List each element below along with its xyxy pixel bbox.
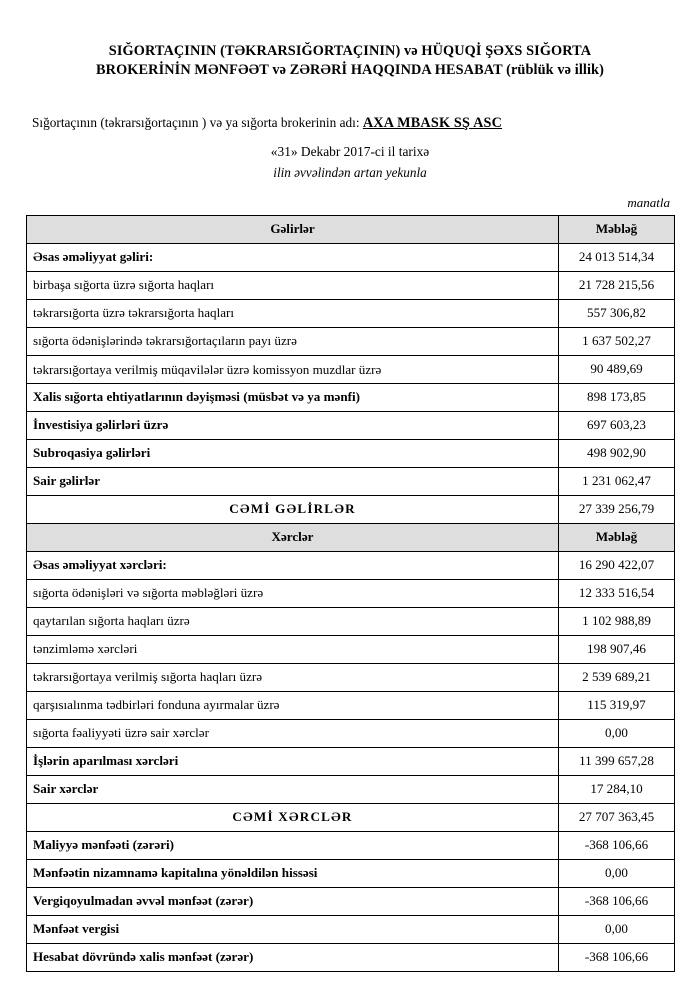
table-row [27, 775, 675, 803]
row-label: tənzimləmə xərcləri [27, 635, 559, 663]
table-header-row-income [27, 215, 675, 243]
table-row [27, 355, 675, 383]
row-label: Sair xərclər [27, 775, 559, 803]
row-amount: 557 306,82 [559, 299, 675, 327]
row-amount: 2 539 689,21 [559, 663, 675, 691]
table-row [27, 579, 675, 607]
row-label: sığorta ödənişlərində təkrarsığortaçıların payı üzrə [27, 327, 559, 355]
row-amount: 0,00 [559, 719, 675, 747]
row-amount: 1 637 502,27 [559, 327, 675, 355]
total-amount-expense: 27 707 363,45 [559, 803, 675, 831]
row-amount: 1 231 062,47 [559, 467, 675, 495]
column-header-expense: Xərclər [27, 523, 559, 551]
table-row [27, 467, 675, 495]
row-label: təkrarsığortaya verilmiş sığorta haqları üzrə [27, 663, 559, 691]
table-row [27, 299, 675, 327]
row-amount: 498 902,90 [559, 439, 675, 467]
currency-note: manatla [627, 194, 670, 210]
table-row [27, 719, 675, 747]
row-label: Əsas əməliyyat gəliri: [27, 243, 559, 271]
table-row [27, 887, 675, 915]
profit-loss-table [26, 215, 675, 972]
row-label: Sair gəlirlər [27, 467, 559, 495]
row-amount: -368 106,66 [559, 943, 675, 971]
row-amount: 90 489,69 [559, 355, 675, 383]
row-label: Əsas əməliyyat xərcləri: [27, 551, 559, 579]
row-amount: 697 603,23 [559, 411, 675, 439]
page-title-line-2: BROKERİNİN MƏNFƏƏT və ZƏRƏRİ HAQQINDA HESABAT (rüblük və illik) [96, 62, 604, 79]
table-header-row-expense [27, 523, 675, 551]
total-label-expense: CƏMİ XƏRCLƏR [27, 803, 559, 831]
column-header-income: Gəlirlər [27, 215, 559, 243]
total-label-income: CƏMİ GƏLİRLƏR [27, 495, 559, 523]
table-row [27, 607, 675, 635]
table-row [27, 271, 675, 299]
row-amount: 0,00 [559, 915, 675, 943]
company-name: AXA MBASK SŞ ASC [362, 114, 503, 131]
row-amount: 898 173,85 [559, 383, 675, 411]
row-label: sığorta fəaliyyəti üzrə sair xərclər [27, 719, 559, 747]
table-row [27, 663, 675, 691]
row-label: təkrarsığortaya verilmiş müqavilələr üzrə komissyon muzdlar üzrə [27, 355, 559, 383]
row-label: təkrarsığorta üzrə təkrarsığorta haqları [27, 299, 559, 327]
table-row [27, 551, 675, 579]
row-label: sığorta ödənişləri və sığorta məbləğləri üzrə [27, 579, 559, 607]
report-date: «31» Dekabr 2017-ci il tarixə [270, 143, 430, 159]
row-amount: 11 399 657,28 [559, 747, 675, 775]
row-amount: -368 106,66 [559, 831, 675, 859]
row-label: qarşısıalınma tədbirləri fonduna ayırmalar üzrə [27, 691, 559, 719]
row-amount: 16 290 422,07 [559, 551, 675, 579]
row-amount: 115 319,97 [559, 691, 675, 719]
table-row [27, 635, 675, 663]
column-header-amount-income: Məbləğ [559, 215, 675, 243]
page-title-line-1: SIĞORTAÇININ (TƏKRARSIĞORTAÇININ) və HÜQUQİ ŞƏXS SIĞORTA [108, 43, 592, 59]
table-row [27, 411, 675, 439]
row-label: İşlərin aparılması xərcləri [27, 747, 559, 775]
table-row [27, 831, 675, 859]
report-date-note: ilin əvvəlindən artan yekunla [273, 164, 427, 180]
table-row [27, 243, 675, 271]
row-label: Maliyyə mənfəəti (zərəri) [27, 831, 559, 859]
row-label: Vergiqoyulmadan əvvəl mənfəət (zərər) [27, 887, 559, 915]
row-label: birbaşa sığorta üzrə sığorta haqları [27, 271, 559, 299]
table-row [27, 859, 675, 887]
company-label: Sığortaçının (təkrarsığortaçının ) və ya sığorta brokerinin adı: [32, 114, 360, 130]
row-label: Mənfəətin nizamnamə kapitalına yönəldilən hissəsi [27, 859, 559, 887]
row-label: Mənfəət vergisi [27, 915, 559, 943]
table-row [27, 915, 675, 943]
company-line [26, 115, 674, 132]
row-label: Subroqasiya gəlirləri [27, 439, 559, 467]
row-amount: -368 106,66 [559, 887, 675, 915]
row-amount: 0,00 [559, 859, 675, 887]
table-row [27, 327, 675, 355]
row-label: İnvestisiya gəlirləri üzrə [27, 411, 559, 439]
table-row [27, 691, 675, 719]
row-amount: 24 013 514,34 [559, 243, 675, 271]
total-amount-income: 27 339 256,79 [559, 495, 675, 523]
table-row [27, 747, 675, 775]
row-amount: 17 284,10 [559, 775, 675, 803]
page-title [38, 42, 662, 81]
row-label: qaytarılan sığorta haqları üzrə [27, 607, 559, 635]
table-total-row-income [27, 495, 675, 523]
row-amount: 1 102 988,89 [559, 607, 675, 635]
table-row [27, 943, 675, 971]
table-total-row-expense [27, 803, 675, 831]
column-header-amount-expense: Məbləğ [559, 523, 675, 551]
table-row [27, 439, 675, 467]
row-amount: 21 728 215,56 [559, 271, 675, 299]
table-row [27, 383, 675, 411]
row-label: Hesabat dövründə xalis mənfəət (zərər) [27, 943, 559, 971]
row-amount: 12 333 516,54 [559, 579, 675, 607]
row-label: Xalis sığorta ehtiyatlarının dəyişməsi (müsbət və ya mənfi) [27, 383, 559, 411]
row-amount: 198 907,46 [559, 635, 675, 663]
